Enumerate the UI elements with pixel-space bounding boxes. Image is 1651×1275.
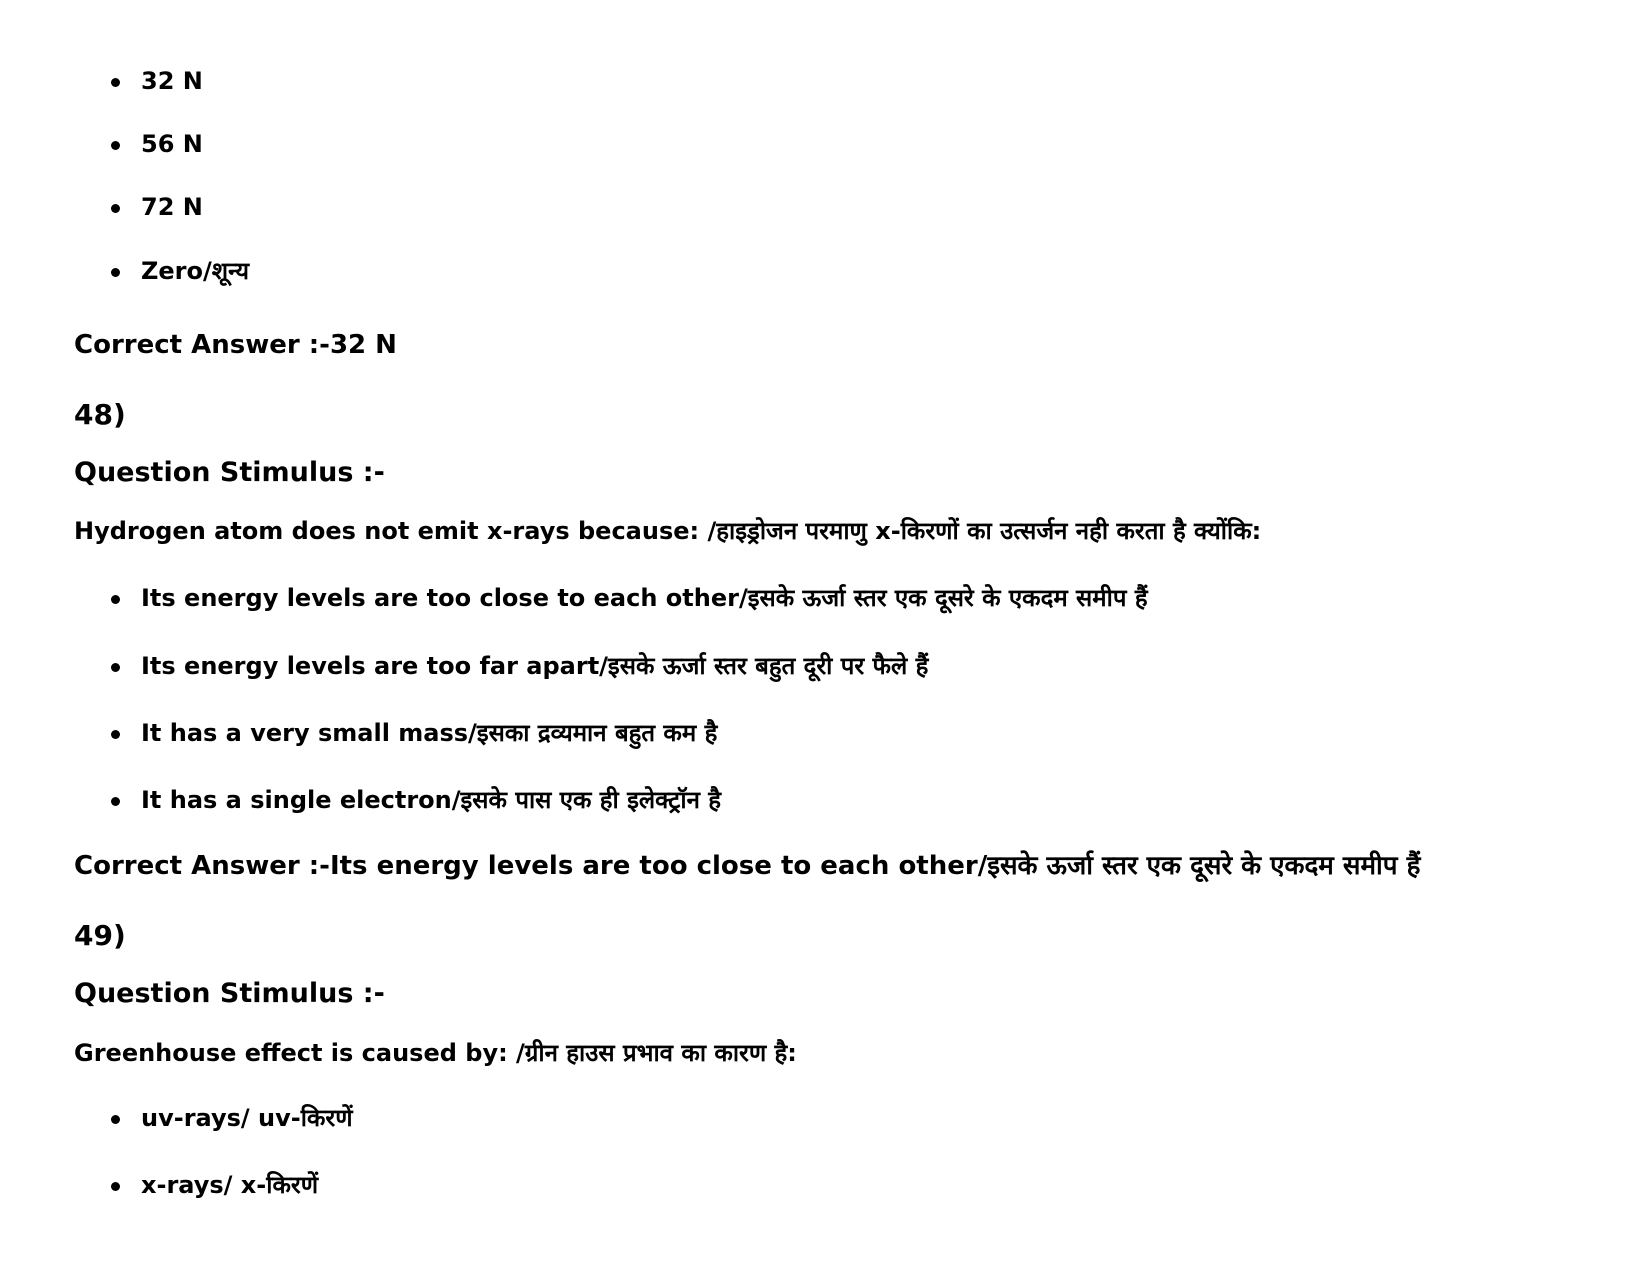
option-item: It has a single electron/इसके पास एक ही इलेक्ट्रॉन है (141, 786, 721, 814)
correct-answer-line (74, 329, 397, 361)
correct-answer-value: 32 N (329, 330, 397, 360)
option-item: 32 N (141, 67, 203, 95)
option-item: 72 N (141, 193, 203, 221)
correct-answer-label: Correct Answer :- (74, 330, 330, 360)
option-item: Zero/शून्य (141, 257, 250, 285)
question-stimulus-label: Question Stimulus :- (74, 978, 385, 1009)
option-item: uv-rays/ uv-किरणें (141, 1104, 353, 1132)
correct-answer-label: Correct Answer :- (74, 851, 330, 881)
option-item: 56 N (141, 130, 203, 158)
question-number: 49) (74, 919, 126, 952)
option-item: x-rays/ x-किरणें (141, 1171, 319, 1199)
correct-answer-line (74, 850, 1420, 882)
option-item: Its energy levels are too close to each other/इसके ऊर्जा स्तर एक दूसरे के एकदम समीप हैं (141, 584, 1148, 612)
option-item: It has a very small mass/इसका द्रव्यमान बहुत कम है (141, 719, 718, 747)
question-text: Greenhouse effect is caused by: /ग्रीन हाउस प्रभाव का कारण है: (74, 1039, 797, 1067)
question-stimulus-label: Question Stimulus :- (74, 457, 385, 488)
option-item: Its energy levels are too far apart/इसके ऊर्जा स्तर बहुत दूरी पर फैले हैं (141, 652, 929, 680)
correct-answer-value: Its energy levels are too close to each other/इसके ऊर्जा स्तर एक दूसरे के एकदम समीप हैं (329, 851, 1421, 881)
question-number: 48) (74, 398, 126, 431)
question-text: Hydrogen atom does not emit x-rays because: /हाइड्रोजन परमाणु x-किरणों का उत्सर्जन नही करता है क्योंकि: (74, 517, 1262, 545)
